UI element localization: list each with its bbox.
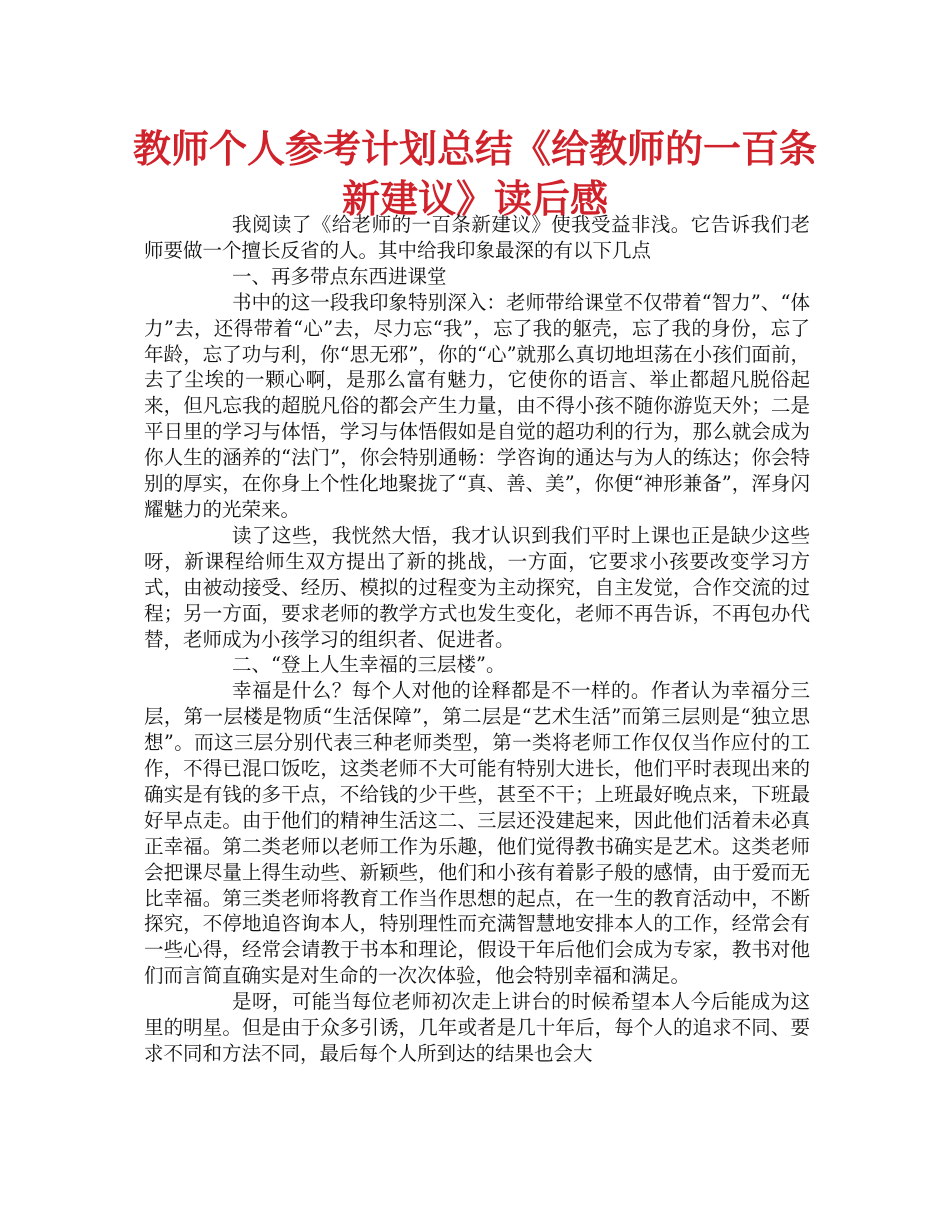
paragraph-intro: 我阅读了《给老师的一百条新建议》使我受益非浅。它告诉我们老师要做一个擅长反省的人。其中给我印象最深的有以下几点: [144, 213, 810, 262]
section-heading-1: 一、再多带点东西进课堂: [232, 264, 447, 288]
document-body: [144, 212, 810, 1067]
paragraph: 幸福是什么？每个人对他的诠释都是不一样的。作者认为幸福分三层，第一层楼是物质“生活保障”，第二层是“艺术生活”而第三层则是“独立思想”。而这三层分别代表三种老师类型，第一类将老师工作仅仅当作应付的工作，不得已混口饭吃，这类老师不大可能有特别大进长，他们平时表现出来的确实是有钱的多干点，不给钱的少干些，甚至不干；上班最好晚点来，下班最好早点走。由于他们的精神生活这二、三层还没建起来，因此他们活着未必真正幸福。第二类老师以老师工作为乐趣，他们觉得教书确实是艺术。这类老师会把课尽量上得生动些、新颖些，他们和小孩有着影子般的感情，由于爱而无比幸福。第三类老师将教育工作当作思想的起点，在一生的教育活动中，不断探究，不停地追咨询本人，特别理性而充满智慧地安排本人的工作，经常会有一些心得，经常会请教于书本和理论，假设干年后他们会成为专家，教书对他们而言简直确实是对生命的一次次体验，他会特别幸福和满足。: [144, 679, 810, 988]
paragraph: 书中的这一段我印象特别深入：老师带给课堂不仅带着“智力”、“体力”去，还得带着“心”去，尽力忘“我”，忘了我的躯壳，忘了我的身份，忘了年龄，忘了功与利，你“思无邪”，你的“心”就那么真切地坦荡在小孩们面前，去了尘埃的一颗心啊，是那么富有魅力，它使你的语言、举止都超凡脱俗起来，但凡忘我的超脱凡俗的都会产生力量，由不得小孩不随你游览天外；二是平日里的学习与体悟，学习与体悟假如是自觉的超功利的行为，那么就会成为你人生的涵养的“法门”，你会特别通畅：学咨询的通达与为人的练达；你会特别的厚实，在你身上个性化地聚拢了“真、善、美”，你便“神形兼备”，浑身闪耀魅力的光荣来。: [144, 290, 810, 521]
document-title: 教师个人参考计划总结《给教师的一百条新建议》读后感: [132, 127, 817, 221]
paragraph: 是呀，可能当每位老师初次走上讲台的时候希望本人今后能成为这里的明星。但是由于众多引诱，几年或者是几十年后，每个人的追求不同、要求不同和方法不同，最后每个人所到达的结果也会大: [144, 990, 810, 1065]
paragraph: 读了这些，我恍然大悟，我才认识到我们平时上课也正是缺少这些呀，新课程给师生双方提出了新的挑战，一方面，它要求小孩要改变学习方式，由被动接受、经历、模拟的过程变为主动探究，自主发觉，合作交流的过程；另一方面，要求老师的教学方式也发生变化，老师不再告诉，不再包办代替，老师成为小孩学习的组织者、促进者。: [144, 523, 810, 651]
section-heading-2: 二、“登上人生幸福的三层楼”。: [232, 653, 506, 677]
